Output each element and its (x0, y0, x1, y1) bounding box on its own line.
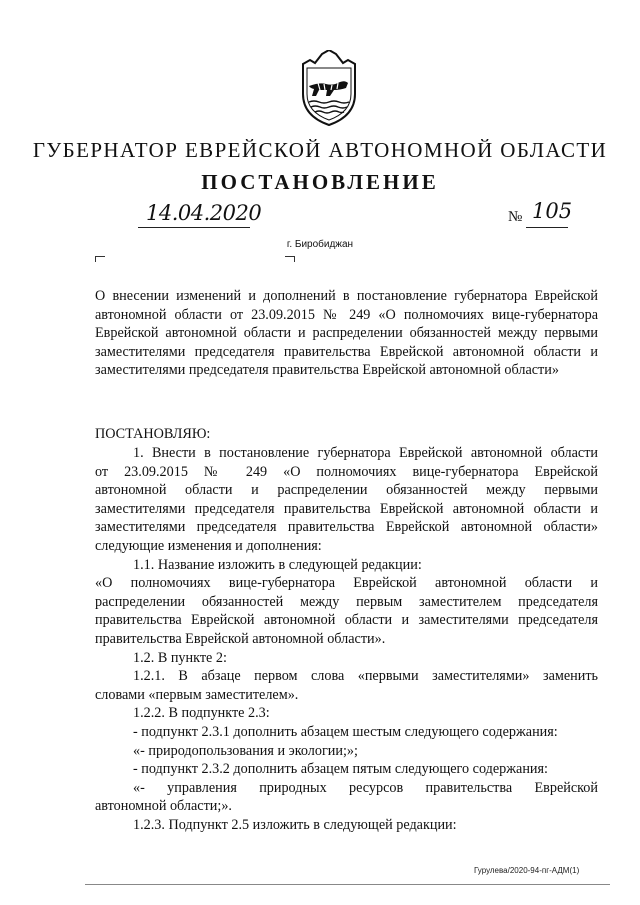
document-body (95, 444, 598, 834)
body-line: «- природопользования и экологии;»; (133, 742, 358, 759)
coat-of-arms-icon (300, 50, 358, 126)
body-line: распределении обязанностей между первым заместителем председателя (95, 593, 598, 610)
body-line: заместителями председателя правительства Еврейской автономной области» (95, 519, 598, 536)
footer-code: Гурулева/2020-94-пг-АДМ(1) (474, 866, 580, 875)
org-title: ГУБЕРНАТОР ЕВРЕЙСКОЙ АВТОНОМНОЙ ОБЛАСТИ (32, 138, 608, 162)
body-line: 1.2.1. В абзаце первом слова «первыми заместителями» заменить (133, 668, 598, 685)
body-line: 1.2.3. Подпункт 2.5 изложить в следующей редакции: (133, 816, 457, 833)
body-line: «- управления природных ресурсов правительства Еврейской (133, 779, 598, 796)
number-underline (526, 227, 568, 228)
body-line: словами «первым заместителем». (95, 686, 299, 703)
body-line: - подпункт 2.3.1 дополнить абзацем шестым следующего содержания: (133, 723, 558, 740)
body-line: 1.2. В пункте 2: (133, 649, 227, 666)
body-line: - подпункт 2.3.2 дополнить абзацем пятым следующего содержания: (133, 761, 548, 778)
body-line: «О полномочиях вице-губернатора Еврейской автономной области и (95, 575, 598, 592)
city-label: г. Биробиджан (286, 239, 354, 250)
body-line: 1. Внести в постановление губернатора Еврейской автономной области (133, 445, 598, 461)
decree-word: ПОСТАНОВЛЯЮ: (95, 426, 211, 442)
body-line: автономной области;». (95, 798, 232, 815)
document-number: 105 (532, 199, 573, 223)
date-underline (138, 227, 250, 228)
subject-bracket-right (285, 256, 295, 262)
body-line: правительства Еврейской автономной области и заместителями председателя (95, 612, 598, 629)
document-subject: О внесении изменений и дополнений в постановление губернатора Еврейской автономной области от 23.09.2015 № 249 «О полномочиях вице-губернатора Еврейской автономной области и распределении обязанностей между первыми заместителями председателя правительства Еврейской автономной области и заместителями председателя правительства Еврейской автономной области» (95, 288, 598, 378)
body-line: 1.1. Название изложить в следующей редакции: (133, 556, 422, 573)
bottom-rule (85, 884, 610, 885)
body-line: следующие изменения и дополнения: (95, 537, 322, 554)
body-line: правительства Еврейской автономной области». (95, 630, 386, 647)
document-type: ПОСТАНОВЛЕНИЕ (201, 170, 439, 194)
body-line: автономной области и распределении обязанностей между первыми (95, 482, 598, 499)
number-label: № (508, 209, 523, 225)
body-line: от 23.09.2015 № 249 «О полномочиях вице-губернатора Еврейской (95, 463, 598, 480)
body-line: заместителями председателя правительства Еврейской автономной области и (95, 500, 598, 517)
subject-bracket-left (95, 256, 105, 262)
document-date: 14.04.2020 (146, 201, 262, 225)
body-line: 1.2.2. В подпункте 2.3: (133, 705, 270, 722)
